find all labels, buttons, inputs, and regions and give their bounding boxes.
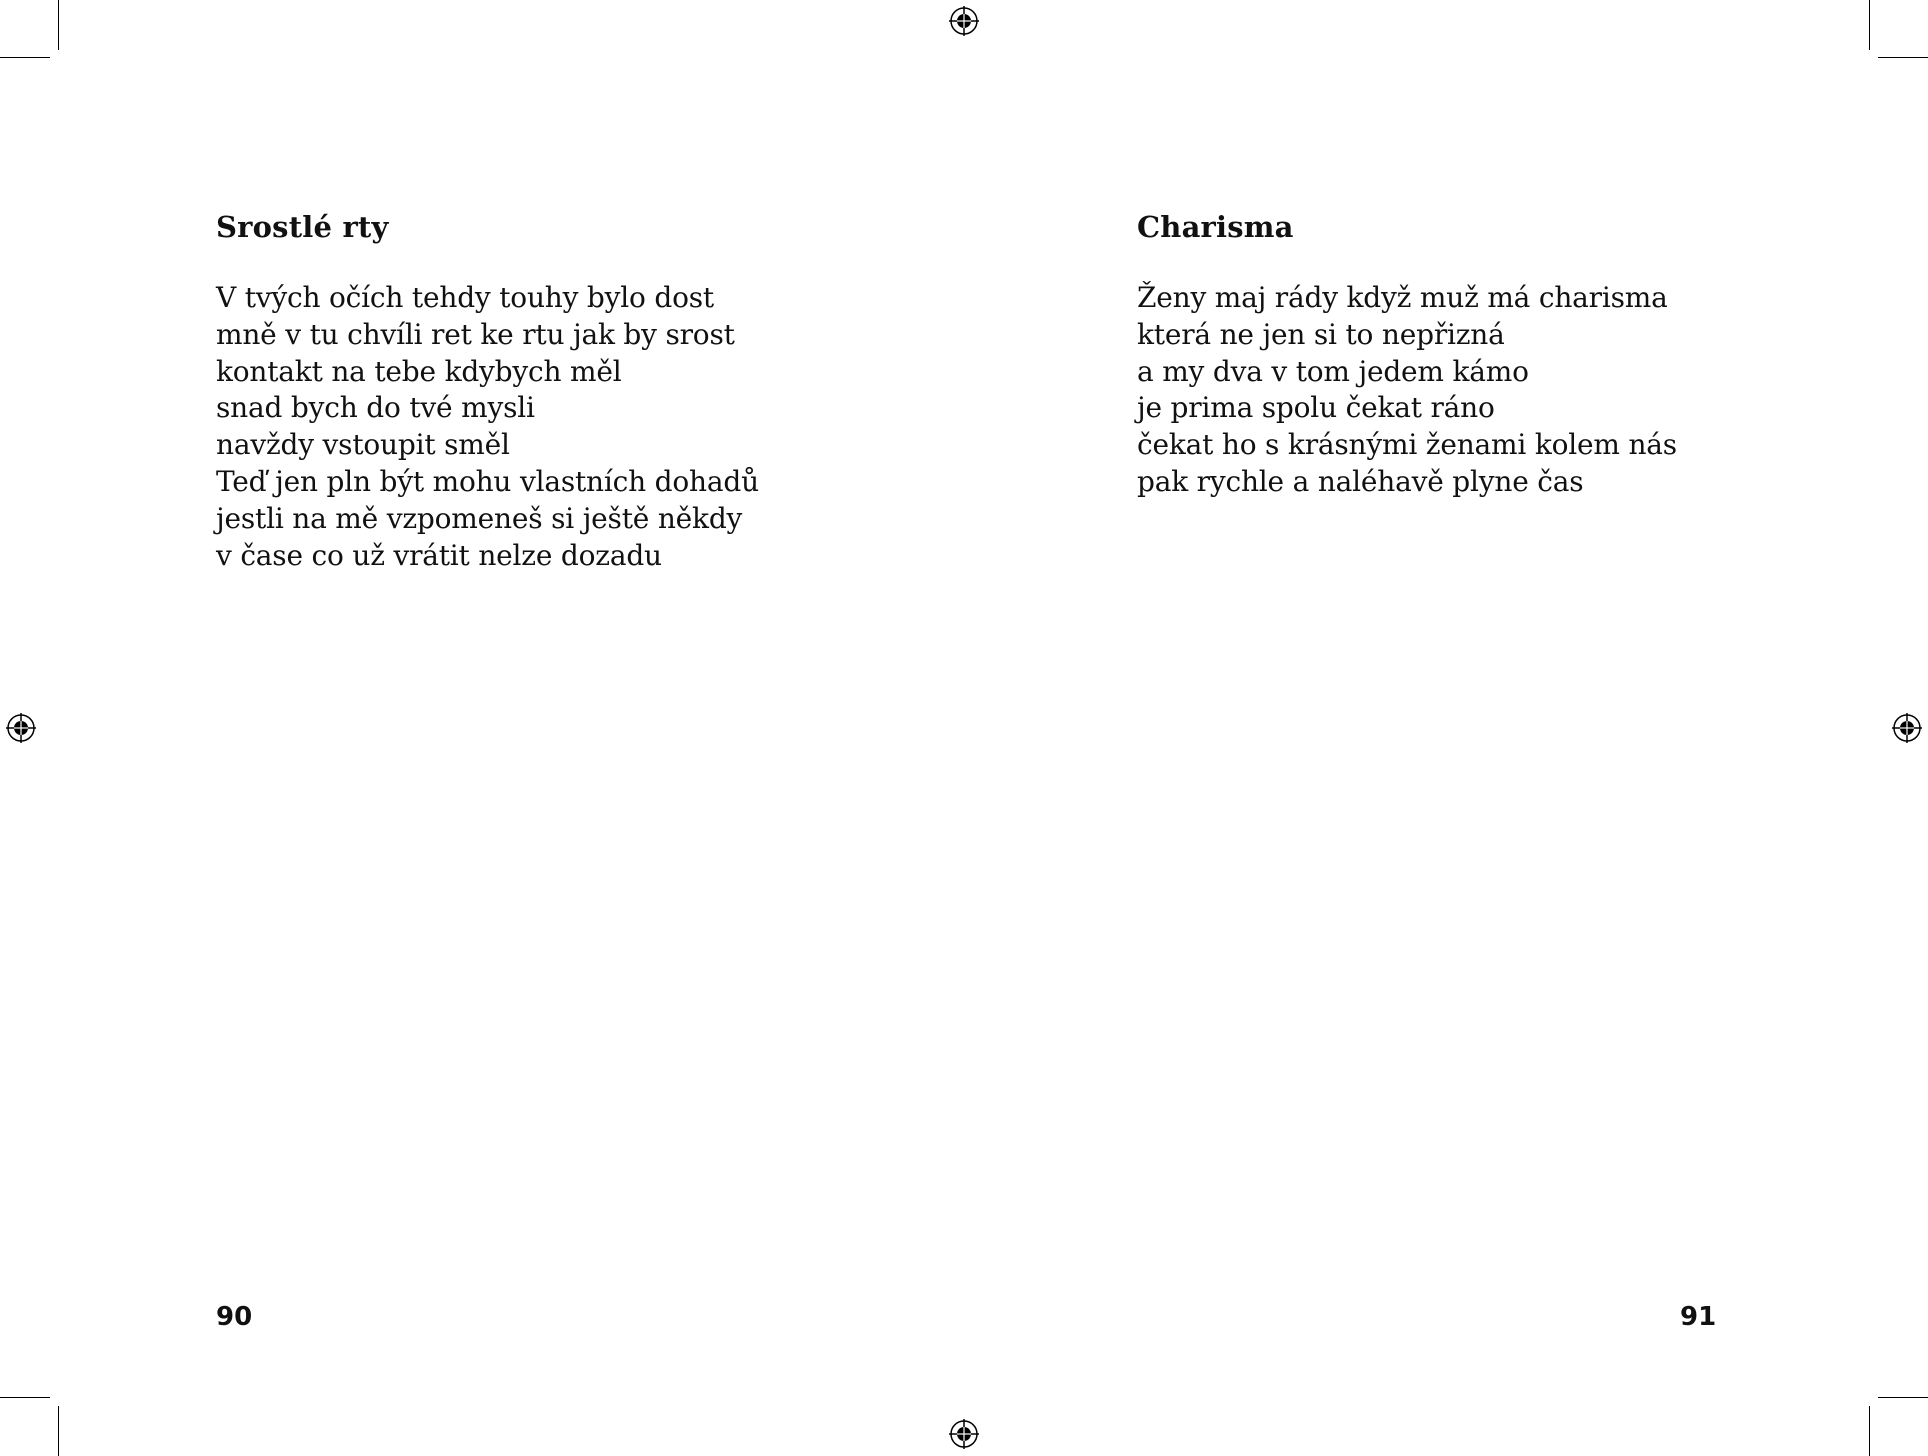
- poem-line: mně v tu chvíli ret ke rtu jak by srost: [216, 317, 735, 351]
- poem-line: navždy vstoupit směl: [216, 428, 510, 462]
- poem-line: pak rychle a naléhavě plyne čas: [1137, 464, 1584, 498]
- poem-line: a my dva v tom jedem kámo: [1137, 354, 1529, 388]
- crop-mark-line: [1869, 0, 1870, 50]
- crop-mark-line: [1878, 1397, 1928, 1398]
- poem-lines: [1137, 280, 1677, 501]
- poem-line: je prima spolu čekat ráno: [1137, 391, 1495, 425]
- poem-title: Srostlé rty: [216, 210, 389, 244]
- right-page: [964, 0, 1928, 1456]
- poem-line: v čase co už vrátit nelze dozadu: [216, 538, 662, 572]
- poem-line: Ženy maj rády když muž má charisma: [1137, 281, 1668, 314]
- poem-line: V tvých očích tehdy touhy bylo dost: [216, 281, 714, 314]
- registration-target-icon: [6, 713, 36, 743]
- poem-line: snad bych do tvé mysli: [216, 391, 535, 425]
- crop-mark-line: [1878, 57, 1928, 58]
- poem-line: čekat ho s krásnými ženami kolem nás: [1137, 428, 1677, 462]
- registration-target-icon: [949, 1419, 979, 1449]
- crop-mark-line: [58, 1406, 59, 1456]
- page-number: 90: [216, 1302, 253, 1332]
- crop-mark-line: [1869, 1406, 1870, 1456]
- poem-line: která ne jen si to nepřizná: [1137, 317, 1505, 351]
- poem-line: jestli na mě vzpomeneš si ještě někdy: [216, 501, 743, 535]
- poem-title: Charisma: [1137, 210, 1294, 244]
- page-number: 91: [1680, 1302, 1717, 1332]
- poem-line: Teď jen pln být mohu vlastních dohadů: [216, 464, 759, 498]
- crop-mark-line: [58, 0, 59, 50]
- poem-lines: [216, 280, 759, 574]
- poem-charisma: [1137, 207, 1677, 501]
- registration-target-icon: [1892, 713, 1922, 743]
- crop-mark-line: [0, 57, 50, 58]
- crop-mark-line: [0, 1397, 50, 1398]
- poem-srostle-rty: [216, 207, 759, 574]
- registration-target-icon: [949, 6, 979, 36]
- poem-line: kontakt na tebe kdybych měl: [216, 354, 622, 388]
